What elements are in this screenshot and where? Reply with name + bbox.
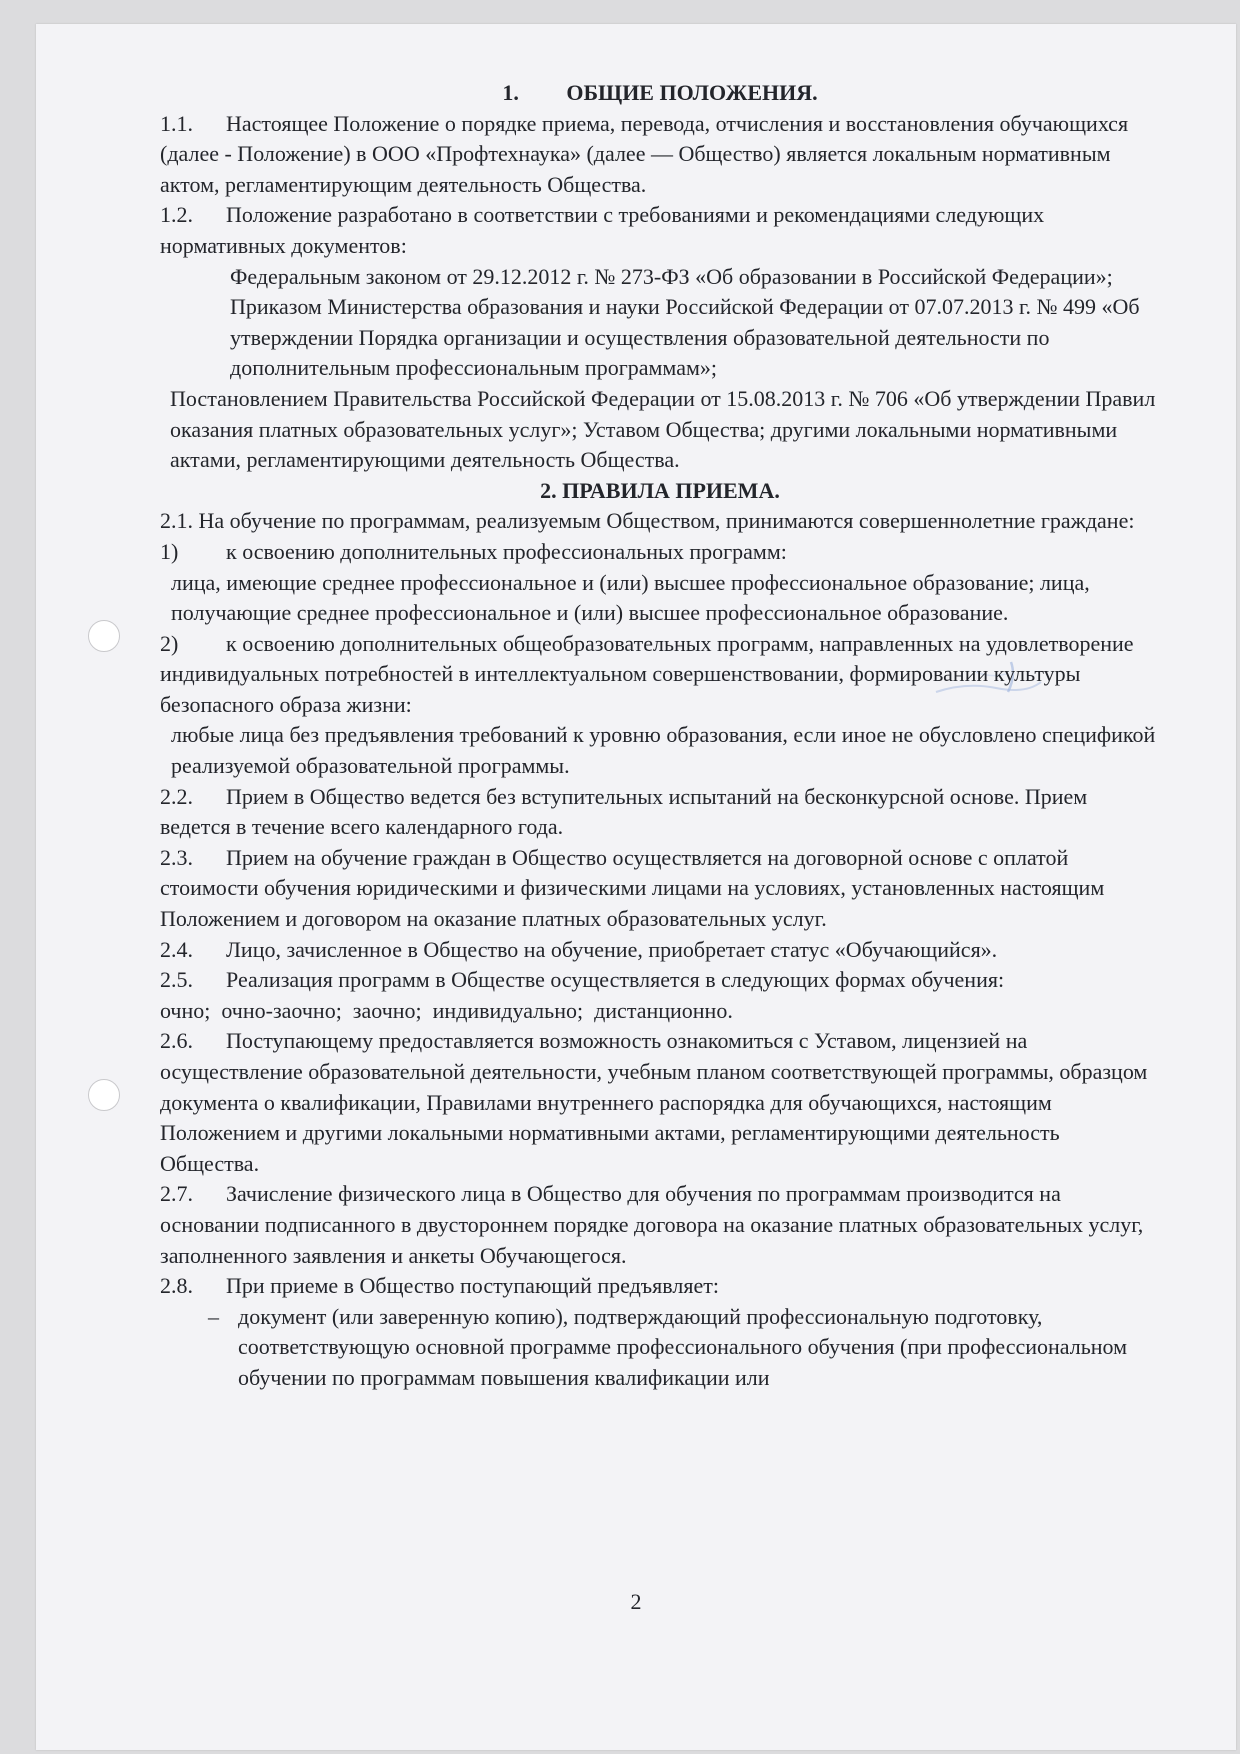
paragraph-2-1: 2.1. На обучение по программам, реализуемым Обществом, принимаются совершеннолетние граждане: bbox=[160, 508, 1135, 534]
law-reference-1: Федеральным законом от 29.12.2012 г. № 273-ФЗ «Об образовании в Российской Федерации»; bbox=[230, 263, 1113, 289]
paragraph-1-2: 1.2. Положение разработано в соответствии с требованиями и рекомендациями следующих нормативных документов: bbox=[160, 202, 1045, 258]
list-item: – документ (или заверенную копию), подтверждающий профессиональную подготовку, соответствующую основной программе профессионального обучения (при профессиональном обучении по программам повышения квалификации или bbox=[208, 1303, 1128, 1390]
law-reference-3: Постановлением Правительства Российской Федерации от 15.08.2013 г. № 706 «Об утверждении Правил оказания платных образовательных услуг»; Уставом Общества; другими локальными нормативными актами, регламентирующими деятельность Общества. bbox=[170, 385, 1156, 473]
paragraph-2-2: 2.2. Прием в Общество ведется без вступительных испытаний на бесконкурсной основе. Прием ведется в течение всего календарного года. bbox=[160, 783, 1088, 840]
law-reference-2: Приказом Министерства образования и науки Российской Федерации от 07.07.2013 г. № 499 «Об утверждении Порядка организации и осуществления образовательной деятельности по дополнительным профессиональным программам»; bbox=[230, 294, 1140, 381]
paragraph-1-1: 1.1. Настоящее Положение о порядке приема, перевода, отчисления и восстановления обучающихся (далее - Положение) в ООО «Профтехнаука» (далее — Общество) является локальным нормативным актом, регламентирующим деятельность Общества. bbox=[160, 110, 1129, 197]
paragraph-2-5: 2.5. Реализация программ в Обществе осуществляется в следующих формах обучения: bbox=[160, 967, 1005, 993]
paragraph-2-4: 2.4. Лицо, зачисленное в Общество на обучение, приобретает статус «Обучающийся». bbox=[160, 936, 998, 962]
document-page bbox=[36, 24, 1236, 1750]
paragraph-2-8: 2.8. При приеме в Общество поступающий предъявляет: bbox=[160, 1273, 719, 1299]
study-forms: очно; очно-заочно; заочно; индивидуально; дистанционно. bbox=[160, 997, 733, 1023]
list-item-2: 2) к освоению дополнительных общеобразовательных программ, направленных на удовлетворение индивидуальных потребностей в интеллектуальном совершенствовании, формировании культуры безопасного образа жизни: bbox=[160, 630, 1134, 717]
required-documents-list bbox=[160, 1302, 1160, 1394]
punch-hole bbox=[88, 620, 120, 652]
paragraph-2-6: 2.6. Поступающему предоставляется возможность ознакомиться с Уставом, лицензией на осуществление образовательной деятельности, учебным планом соответствующей программы, образцом документа о квалификации, Правилами внутреннего распорядка для обучающихся, настоящим Положением и другими локальными нормативными актами, регламентирующими деятельность Общества. bbox=[160, 1028, 1148, 1176]
list-item-1: 1) к освоению дополнительных профессиональных программ: bbox=[160, 538, 787, 564]
page-number: 2 bbox=[630, 1589, 642, 1614]
paragraph-2-3: 2.3. Прием на обучение граждан в Общество осуществляется на договорной основе с оплатой стоимости обучения юридическими и физическими лицами на условиях, установленных настоящим Положением и договором на оказание платных образовательных услуг. bbox=[160, 844, 1105, 932]
document-body bbox=[160, 78, 1160, 1394]
section-1-heading: 1. ОБЩИЕ ПОЛОЖЕНИЯ. bbox=[502, 80, 818, 105]
list-item-2-detail: любые лица без предъявления требований к уровню образования, если иное не обусловлено спецификой реализуемой образовательной программы. bbox=[171, 722, 1156, 779]
paragraph-2-7: 2.7. Зачисление физического лица в Общество для обучения по программам производится на основании подписанного в двустороннем порядке договора на оказание платных образовательных услуг, заполненного заявления и анкеты Обучающегося. bbox=[160, 1181, 1144, 1268]
section-2-heading: 2. ПРАВИЛА ПРИЕМА. bbox=[540, 477, 780, 503]
punch-hole bbox=[88, 1079, 120, 1111]
list-item-1-detail: лица, имеющие среднее профессиональное и (или) высшее профессиональное образование; лица, получающие среднее профессиональное и (или) высшее профессиональное образование. bbox=[171, 569, 1090, 626]
